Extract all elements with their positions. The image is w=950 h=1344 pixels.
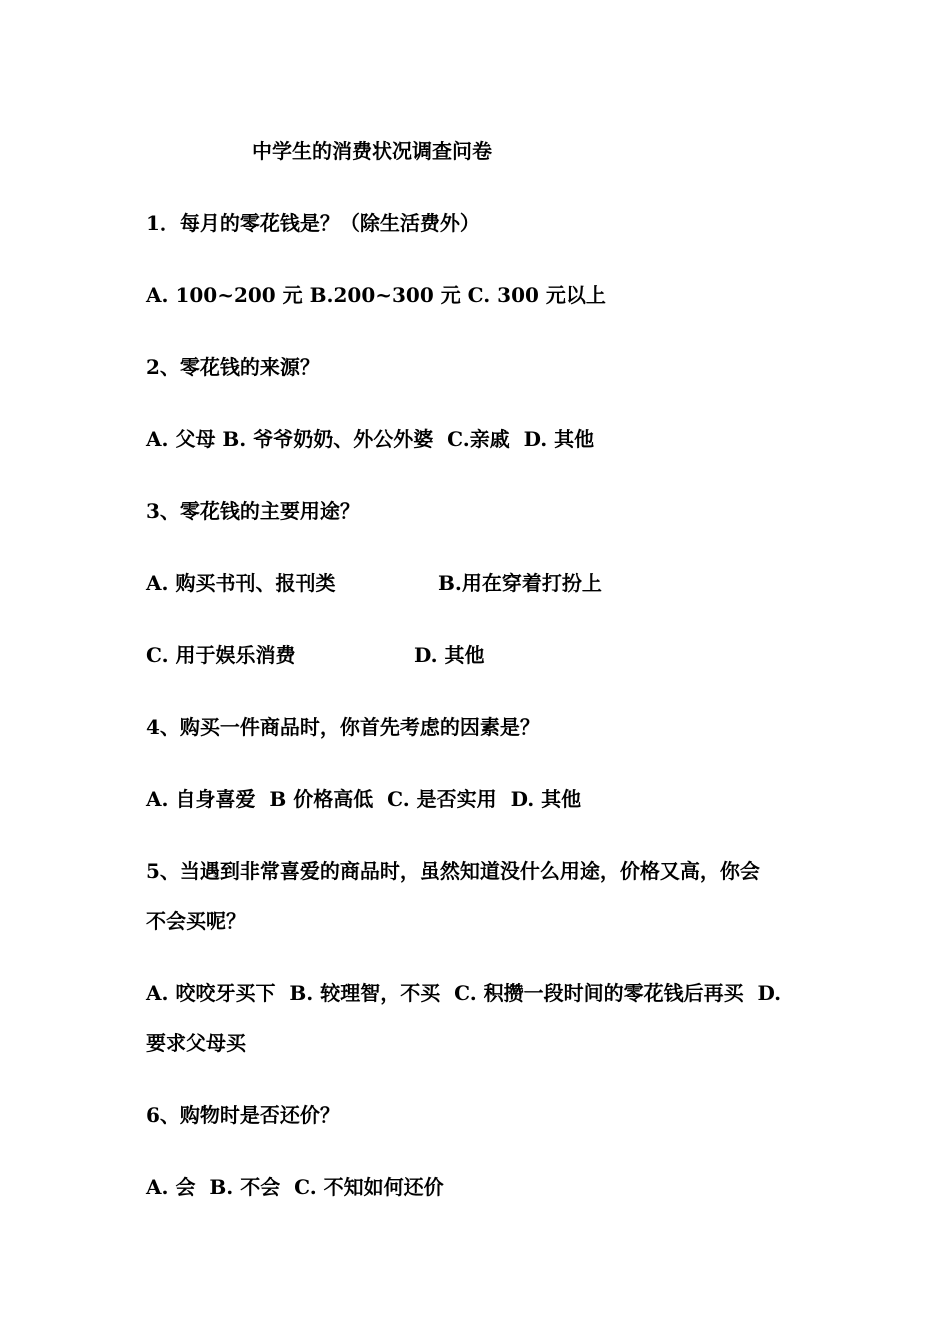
question-5-line-2: 不会买呢？ (146, 909, 246, 933)
question-5-line-1: 5、当遇到非常喜爱的商品时，虽然知道没什么用途，价格又高，你会 (146, 859, 760, 883)
question-3-option-c: C. 用于娱乐消费 (146, 643, 296, 667)
question-6-options: A. 会 B. 不会 C. 不知如何还价 (146, 1175, 444, 1199)
question-5-options-line-1: A. 咬咬牙买下 B. 较理智，不买 C. 积攒一段时间的零花钱后再买 D. (146, 981, 782, 1005)
question-3: 3、零花钱的主要用途？ (146, 499, 360, 523)
question-2: 2、零花钱的来源？ (146, 355, 320, 379)
document-title: 中学生的消费状况调查问卷 (252, 139, 492, 163)
question-6: 6、购物时是否还价？ (146, 1103, 340, 1127)
question-4: 4、购买一件商品时，你首先考虑的因素是？ (146, 715, 540, 739)
question-1-options: A. 100~200 元 B.200~300 元 C. 300 元以上 (146, 283, 606, 307)
question-5-options-line-2: 要求父母买 (146, 1031, 246, 1055)
question-1: 1．每月的零花钱是？（除生活费外） (146, 211, 480, 235)
question-4-options: A. 自身喜爱 B 价格高低 C. 是否实用 D. 其他 (146, 787, 582, 811)
question-3-option-d: D. 其他 (414, 643, 485, 667)
question-3-option-a: A. 购买书刊、报刊类 (146, 571, 336, 595)
question-2-options: A. 父母 B. 爷爷奶奶、外公外婆 C.亲戚 D. 其他 (146, 427, 595, 451)
question-3-option-b: B.用在穿着打扮上 (438, 571, 602, 595)
